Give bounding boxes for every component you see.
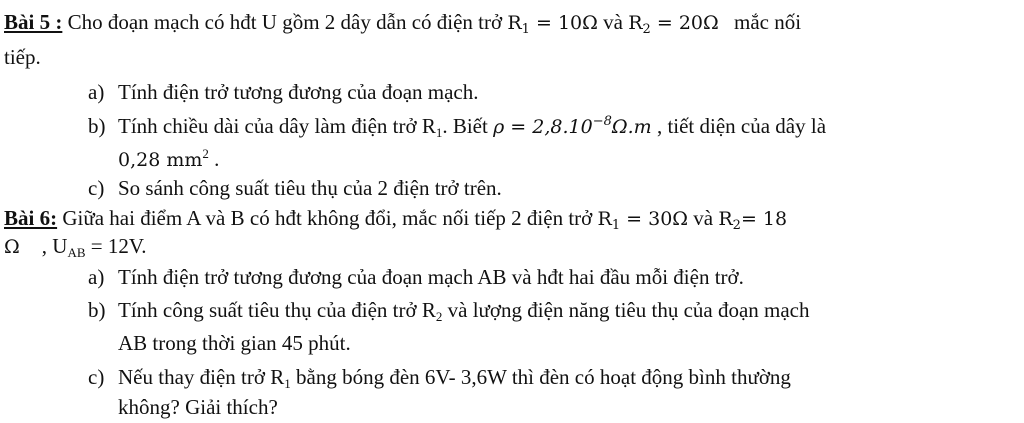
bai5-rho-expression: ρ = 2,8.10 (493, 116, 593, 138)
bai5-part-b-continuation (118, 146, 219, 173)
bai6-b-text2: và lượng điện năng tiêu thụ của đoạn mạch (447, 298, 810, 322)
bai5-r2-subscript: 2 (642, 22, 651, 37)
bai6-b-text1: Tính công suất tiêu thụ của điện trở R (118, 298, 436, 322)
bai6-intro-text: Giữa hai điểm A và B có hđt không đổi, mắc nối tiếp 2 điện trở (62, 206, 593, 230)
bai6-c-text1: Nếu thay điện trở R (118, 365, 285, 389)
bai6-part-a (88, 264, 744, 290)
bai6-omega: Ω (4, 236, 20, 258)
bai6-intro-line (4, 205, 787, 232)
bai5-b-text1: Tính chiều dài của dây làm điện trở R (118, 114, 436, 138)
bai6-title: Bài 6: (4, 206, 58, 230)
bai6-b-label: b) (88, 298, 106, 322)
bai6-r1-symbol: R (597, 208, 612, 230)
bai5-title: Bài 5 : (4, 10, 63, 34)
bai6-r2 (718, 208, 788, 233)
bai6-c-text2: bằng bóng đèn 6V- 3,6W thì đèn có hoạt động bình thường (296, 365, 791, 389)
bai6-intro-continuation (4, 233, 147, 260)
bai6-u-value: = 12V. (90, 234, 147, 258)
bai6-r1-value: = 30Ω (626, 208, 689, 230)
bai5-b-text3: , tiết diện của dây là (656, 114, 827, 138)
bai6-r1 (597, 208, 689, 233)
bai6-b-text1-subscript: 2 (435, 309, 443, 324)
bai5-b-area-end: . (214, 147, 220, 171)
bai6-part-c-continuation: không? Giải thích? (118, 395, 278, 419)
bai5-b-area-exponent: 2 (202, 146, 209, 161)
bai6-a-text: Tính điện trở tương đương của đoạn mạch AB và hđt hai đầu mỗi điện trở. (118, 265, 744, 289)
bai5-rho-unit: Ω.m (611, 116, 652, 138)
bai5-intro-continuation: tiếp. (4, 45, 41, 69)
bai5-part-c (88, 175, 502, 201)
bai6-part-b-continuation: AB trong thời gian 45 phút. (118, 331, 351, 355)
bai5-a-text: Tính điện trở tương đương của đoạn mạch. (118, 80, 479, 104)
bai6-part-b (88, 297, 810, 323)
bai5-a-label: a) (88, 80, 105, 104)
bai6-r2-subscript: 2 (732, 218, 741, 233)
bai6-a-label: a) (88, 265, 105, 289)
bai5-part-a (88, 79, 479, 105)
bai5-r2 (628, 12, 719, 37)
bai5-r1-symbol: R (507, 12, 522, 34)
bai6-part-c (88, 364, 791, 390)
bai5-r2-symbol: R (628, 12, 643, 34)
bai6-and-word: và (693, 206, 714, 230)
bai5-part-b (88, 113, 826, 140)
bai6-u-label: , U (41, 234, 68, 258)
bai5-r1 (507, 12, 598, 37)
bai6-r2-symbol: R (718, 208, 733, 230)
bai5-r1-subscript: 1 (521, 22, 530, 37)
bai5-b-text1-subscript: 1 (435, 125, 443, 140)
bai5-r1-value: = 10Ω (536, 12, 598, 34)
bai6-r1-subscript: 1 (611, 218, 621, 233)
bai5-r2-value: = 20Ω (656, 12, 719, 34)
bai5-intro-end: mắc nối (734, 10, 802, 34)
bai6-c-label: c) (88, 365, 105, 389)
bai6-r2-value: = 18 (740, 208, 788, 230)
bai5-and-word: và (603, 10, 623, 34)
bai5-rho-exponent: −8 (592, 114, 612, 129)
bai5-b-text2: . Biết (442, 114, 488, 138)
bai5-c-label: c) (88, 176, 105, 200)
bai5-c-text: So sánh công suất tiêu thụ của 2 điện trở trên. (118, 176, 502, 200)
bai5-intro-line (4, 9, 801, 36)
bai6-c-text1-subscript: 1 (284, 376, 291, 391)
bai5-b-label: b) (88, 114, 106, 138)
bai5-intro-text: Cho đoạn mạch có hđt U gồm 2 dây dẫn có điện trở (67, 10, 503, 34)
bai5-rho-formula (493, 116, 652, 138)
bai6-u-subscript: AB (67, 245, 86, 260)
bai5-b-area: 0,28 mm (118, 149, 203, 171)
